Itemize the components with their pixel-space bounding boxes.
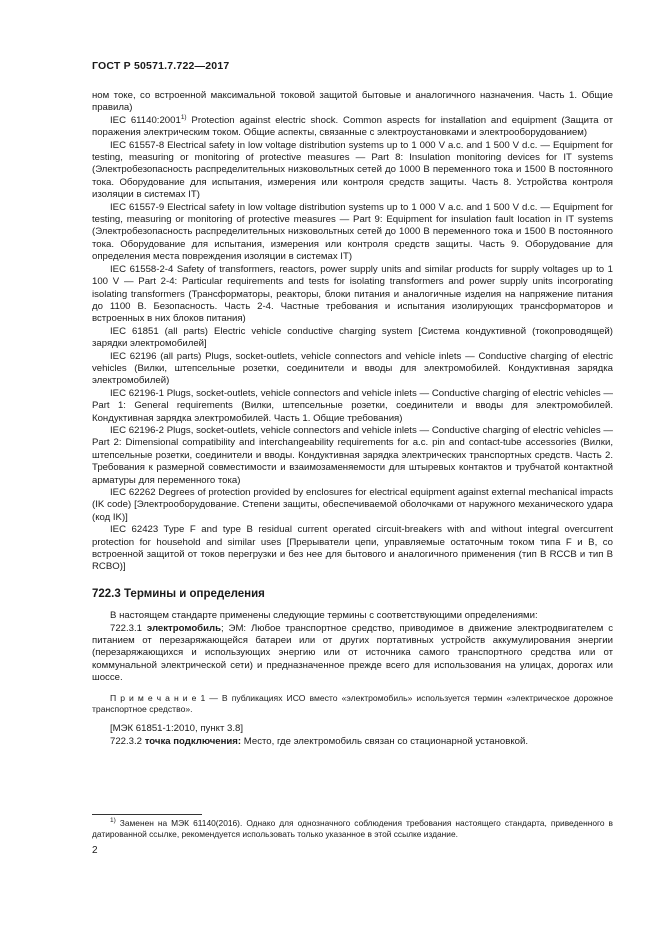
note-text: — В публикациях ИСО вместо «электромобиль» используется термин «электрическое дорожное транспортное средство».: [92, 692, 613, 714]
term-source: [МЭК 61851-1:2010, пункт 3.8]: [110, 723, 244, 735]
reference-continuation: ном токе, со встроенной максимальной токовой защитой бытовые и аналогичного назначения. Часть 1. Общие правила): [92, 90, 613, 114]
page-number: 2: [92, 845, 98, 856]
section-intro: В настоящем стандарте применены следующие термины с соответствующими определениями:: [110, 610, 538, 622]
note: [92, 693, 613, 715]
document-header: ГОСТ Р 50571.7.722—2017: [92, 60, 230, 72]
reference-item: IEC 62262 Degrees of protection provided by enclosures for electrical equipment against external mechanical impacts (IK code) [Электрооборудование. Степени защиты, обеспечиваемой оболочками от наружного механического удара (код IK)]: [92, 487, 613, 523]
term-text: ; ЭМ: Любое транспортное средство, приводимое в движение электродвигателем с питанием от перезаряжающейся батареи или от других портативных устройств аккумулирования энергии (перезаряжающихся и использующих энергию или от источника самого транспортного средства или от коммунальной электрической сети) и предназначенное прежде всего для использования на улицах, дорогах или шоссе.: [92, 622, 613, 684]
reference-item: IEC 62196 (all parts) Plugs, socket-outlets, vehicle connectors and vehicle inlets — Conductive charging of electric vehicles (Вилки, штепсельные розетки, соединители и вводы для электромобилей. Кондуктивная зарядка электромобилей): [92, 350, 613, 387]
reference-item: IEC 62196-2 Plugs, socket-outlets, vehicle connectors and vehicle inlets — Conductive charging of electric vehicles — Part 2: Dimensional compatibility and interchangeability requirements for a.c. pin and contact-tube accessories (Вилки, штепсельные розетки, соединители и вводы. Кондуктивная зарядка электрических транспортных средств. Часть 2. Требования к размерной совместимости и взаимозаменяемости для штыревых контактов и трубчатой контактной арматуры для переменного тока): [92, 424, 613, 486]
reference-item: IEC 62423 Type F and type B residual current operated circuit-breakers with and without integral overcurrent protection for household and similar uses [Прерыватели цепи, управляемые остаточным током типа F и B, со встроенной защитой от токов перегрузки и без нее для бытового и аналогичного применения (тип B RCCB и тип B RCBO)]: [92, 524, 613, 573]
reference-item: IEC 61558-2-4 Safety of transformers, reactors, power supply units and similar products for supply voltages up to 1 100 V — Part 2-4: Particular requirements and tests for isolating transformers and power supply units incorporating isolating transformers (Трансформаторы, реакторы, блоки питания и аналогичные изделия на напряжение питания до 1100 В. Безопасность. Часть 2-4. Частные требования и испытания изолирующих трансформаторов и встроенных в них блоков питания): [92, 263, 613, 325]
document-body: [92, 90, 613, 748]
term-definition: [92, 623, 613, 685]
section-heading: 722.3 Термины и определения: [92, 587, 265, 600]
reference-code: IEC 61140:2001: [110, 114, 181, 126]
term-name: электромобиль: [146, 622, 221, 634]
reference-item: [92, 115, 613, 140]
reference-item: IEC 61557-8 Electrical safety in low voltage distribution systems up to 1 000 V a.c. and 1 500 V d.c. — Equipment for testing, measuring or monitoring of protective measures — Part 8: Insulation monitoring devices for IT systems (Электробезопасность распределительных низковольтных сетей до 1000 В переменного тока и 1500 В постоянного тока. Оборудование для испытания, измерения или контроля средств защиты. Часть 8. Устройства контроля изоляции в системах IT): [92, 139, 613, 201]
footnote-mark: 1): [110, 817, 116, 825]
footnote-ref: 1): [180, 113, 187, 121]
footnote: [92, 818, 613, 839]
reference-text: Protection against electric shock. Common aspects for installation and equipment (Защита от поражения электрическим током. Общие аспекты, связанные с электроустановками и электрооборудованием): [92, 114, 613, 139]
reference-item: IEC 61557-9 Electrical safety in low voltage distribution systems up to 1 000 V a.c. and 1 500 V d.c. — Equipment for testing, measuring or monitoring of protective measures — Part 9: Equipment for insulation fault location in IT systems (Электробезопасность распределительных низковольтных сетей до 1000 В переменного тока и 1500 В постоянного тока. Оборудование для испытания, измерения или контроля средств защиты. Часть 9. Оборудование для определения места повреждения изоляции в системах IT): [92, 201, 613, 263]
term-number: 722.3.1: [110, 622, 147, 634]
term-name: точка подключения:: [144, 735, 242, 747]
term-number: 722.3.2: [110, 735, 145, 747]
footnote-text: Заменен на МЭК 61140(2016). Однако для однозначного соблюдения требования настоящего стандарта, приведенного в датированной ссылке, рекомендуется использовать только указанное в этой ссылке издание.: [92, 818, 613, 839]
reference-item: IEC 62196-1 Plugs, socket-outlets, vehicle connectors and vehicle inlets — Conductive charging of electric vehicles — Part 1: General requirements (Вилки, штепсельные розетки, соединители и вводы для электромобилей. Кондуктивная зарядка электромобилей. Часть 1. Общие требования): [92, 387, 613, 424]
reference-item: IEC 61851 (all parts) Electric vehicle conductive charging system [Система кондуктивной (токопроводящей) зарядки электромобилей]: [92, 325, 613, 350]
note-label: П р и м е ч а н и е 1: [110, 692, 206, 703]
term-text: Место, где электромобиль связан со стационарной установкой.: [241, 735, 528, 747]
term-definition: [92, 736, 613, 748]
footnote-divider: [92, 814, 202, 815]
